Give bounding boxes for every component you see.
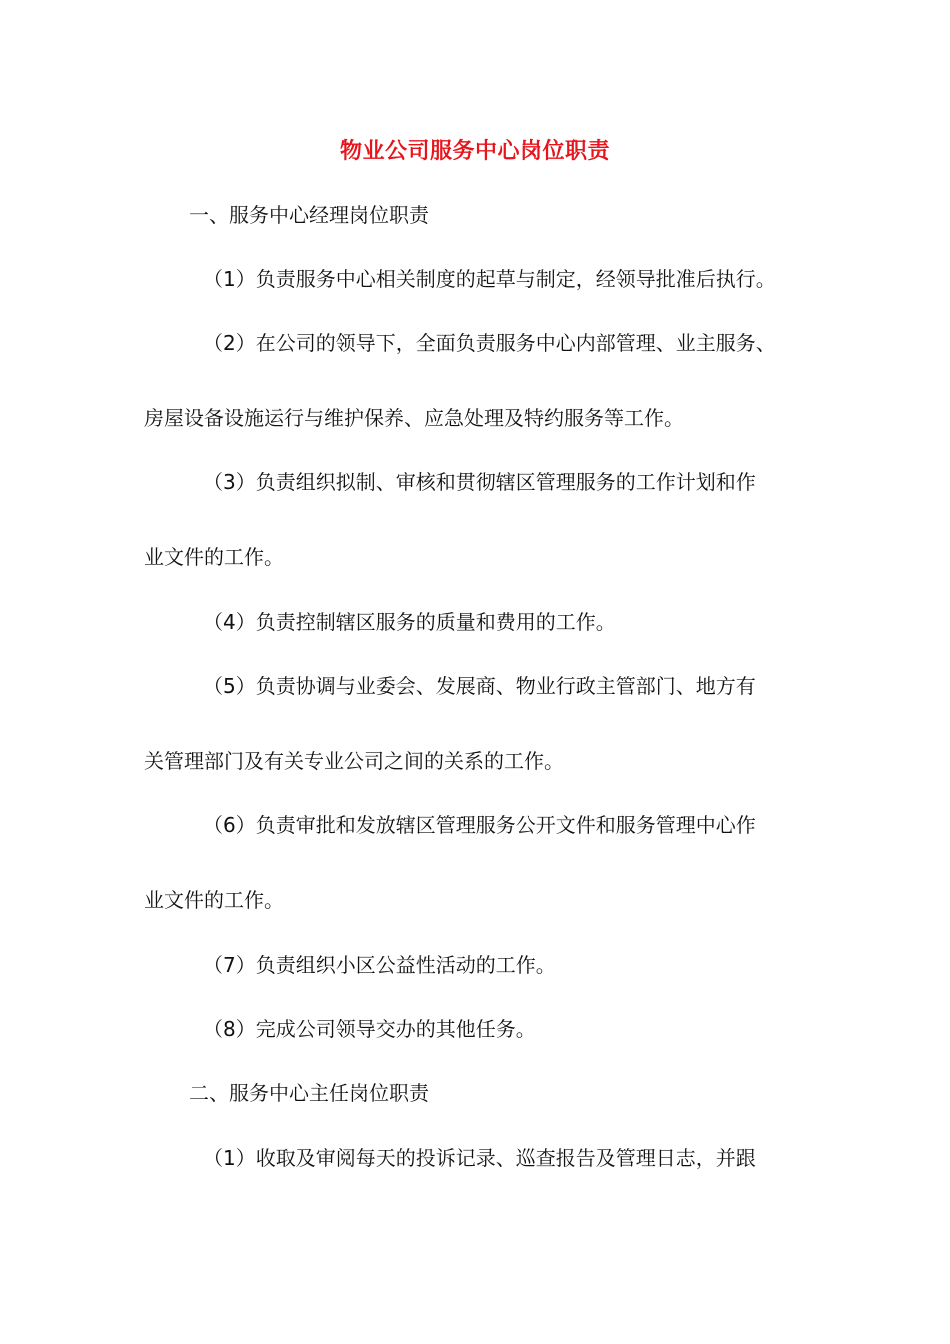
paragraph-line: 房屋设备设施运行与维护保养、应急处理及特约服务等工作。 <box>144 406 684 430</box>
paragraph-line: 业文件的工作。 <box>144 888 284 912</box>
paragraph-line: （8）完成公司领导交办的其他任务。 <box>203 1017 536 1041</box>
paragraph-line: 业文件的工作。 <box>144 545 284 569</box>
paragraph-line: （7）负责组织小区公益性活动的工作。 <box>203 953 556 977</box>
section-heading-2: 二、服务中心主任岗位职责 <box>189 1081 429 1105</box>
paragraph-line: （6）负责审批和发放辖区管理服务公开文件和服务管理中心作 <box>203 813 756 837</box>
paragraph-line: （5）负责协调与业委会、发展商、物业行政主管部门、地方有 <box>203 674 756 698</box>
document-title: 物业公司服务中心岗位职责 <box>339 139 610 164</box>
paragraph-line: （1）收取及审阅每天的投诉记录、巡查报告及管理日志，并跟 <box>203 1146 756 1170</box>
paragraph-line: （1）负责服务中心相关制度的起草与制定，经领导批准后执行。 <box>203 267 776 291</box>
paragraph-line: （3）负责组织拟制、审核和贯彻辖区管理服务的工作计划和作 <box>203 470 756 494</box>
paragraph-line: 关管理部门及有关专业公司之间的关系的工作。 <box>144 749 564 773</box>
section-heading-1: 一、服务中心经理岗位职责 <box>189 203 429 227</box>
paragraph-line: （4）负责控制辖区服务的质量和费用的工作。 <box>203 610 616 634</box>
paragraph-line: （2）在公司的领导下，全面负责服务中心内部管理、业主服务、 <box>203 331 776 355</box>
